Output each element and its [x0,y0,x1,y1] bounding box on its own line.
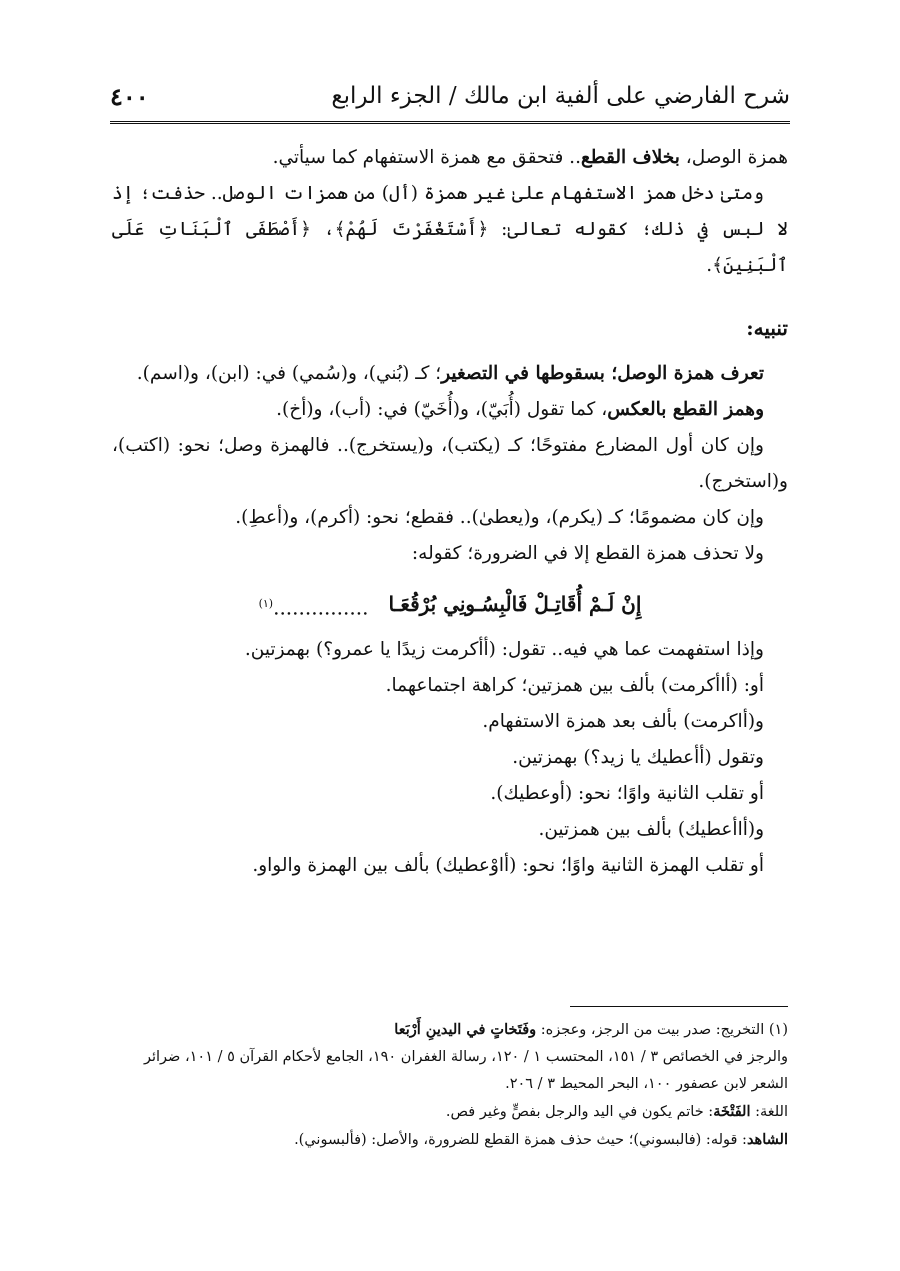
main-text [112,140,788,884]
text-run: .. فتحقق مع همزة الاستفهام كما سيأتي. [272,147,581,168]
running-header [110,74,790,118]
bold-term: وفَتَخاتٍ في اليدينِ أَرْبَعا [394,1021,537,1038]
text-run: ؛ كـ (بُني)، و(سُمي) في: (ابن)، و(اسم). [136,363,442,384]
paragraph-13: و(أاأعطيك) بألف بين همزتين. [538,818,764,840]
paragraph-8: وإذا استفهمت عما هي فيه.. تقول: (أأكرمت زيدًا يا عمرو؟) بهمزتين. [244,638,764,660]
verse-dots [259,586,369,626]
paragraph-10: و(أاكرمت) بألف بعد همزة الاستفهام. [482,710,764,732]
text-run: همزة الوصل، [679,147,788,168]
header-rule [110,121,790,126]
bold-term: الفَتْخَة [713,1103,751,1120]
paragraph-12: أو تقلب الثانية واوًا؛ نحو: (أوعطيك). [490,782,764,804]
bold-term: الشاهد [746,1131,788,1148]
footnote-rule [570,1006,788,1007]
paragraph-14: أو تقلب الهمزة الثانية واوًا؛ نحو: (أاوْعطيك) بألف بين الهمزة والواو. [252,854,764,876]
spacer [112,284,788,310]
text-run: اللغة: [750,1104,788,1120]
header-title: شرح الفارضي على ألفية ابن مالك / الجزء الرابع [331,83,790,109]
text-run: ، كما تقول (أُبَيّ)، و(أُخَيّ) في: (أب)، و(أخ). [276,399,608,420]
verse-ellipsis: ............... [273,595,369,620]
bold-term: وهمز القطع بالعكس [607,399,764,420]
footnote-sources: والرجز في الخصائص ٣ / ١٥١، المحتسب ١ / ١٢٠، رسالة الغفران ١٩٠، الجامع لأحكام القرآن ٥ / ١٠١، ضرائر الشعر لابن عصفور ١٠٠، البحر المحيط ٣ / ٢٠٦. [143,1049,788,1092]
footnote-lexicon [112,1098,788,1126]
text-run: : خاتم يكون في اليد والرجل بفصٍّ وغير فص. [445,1104,714,1120]
footnote-ref: (١) [258,597,274,610]
paragraph-4 [112,392,788,428]
paragraph-11: وتقول (أأعطيك يا زيد؟) بهمزتين. [512,746,764,768]
section-title: تنبيه: [746,316,788,340]
paragraph-9: أو: (أاأكرمت) بألف بين همزتين؛ كراهة اجتماعهما. [385,674,764,696]
text-run: : قوله: (فالبسوني)؛ حيث حذف همزة القطع للضرورة، والأصل: (فألبسوني). [294,1132,747,1148]
page-number: ٤٠٠ [110,81,149,111]
text-run: (١) التخريج: صدر بيت من الرجز، وعجزه: [536,1022,788,1038]
bold-term: تعرف همزة الوصل؛ بسقوطها في التصغير [441,363,764,384]
paragraph-7: ولا تحذف همزة القطع إلا في الضرورة؛ كقوله: [411,543,764,564]
paragraph-3 [112,356,788,392]
footnote-1 [112,1016,788,1044]
paragraph-2: ومتىٰ دخل همز الاستفهام علىٰ غير همزة (أل) من همزات الوصل.. حذفت؛ إذ لا لبس في ذلك؛ كقوله تعالىٰ: ﴿أَسْتَغْفَرْتَ لَهُمْ﴾، ﴿أَصْطَفَى ٱلْبَنَاتِ عَلَى ٱلْبَنِينَ﴾. [112,183,788,276]
paragraph-6: وإن كان مضمومًا؛ كـ (يكرم)، و(يعطىٰ).. فقطع؛ نحو: (أكرم)، و(أعطِ). [235,507,764,528]
footnotes [112,1016,788,1154]
bold-term: بخلاف القطع [580,147,680,168]
footnote-evidence [112,1126,788,1154]
verse-text: إِنْ لَـمْ أُقَاتِـلْ فَالْبِسُـونِي بُرْقُعَـا [388,592,642,616]
paragraph-5: وإن كان أول المضارع مفتوحًا؛ كـ (يكتب)، و(يستخرج).. فالهمزة وصل؛ نحو: (اكتب)، و(استخرج). [112,435,788,492]
poetry-verse [112,586,788,626]
paragraph-1 [112,140,788,176]
